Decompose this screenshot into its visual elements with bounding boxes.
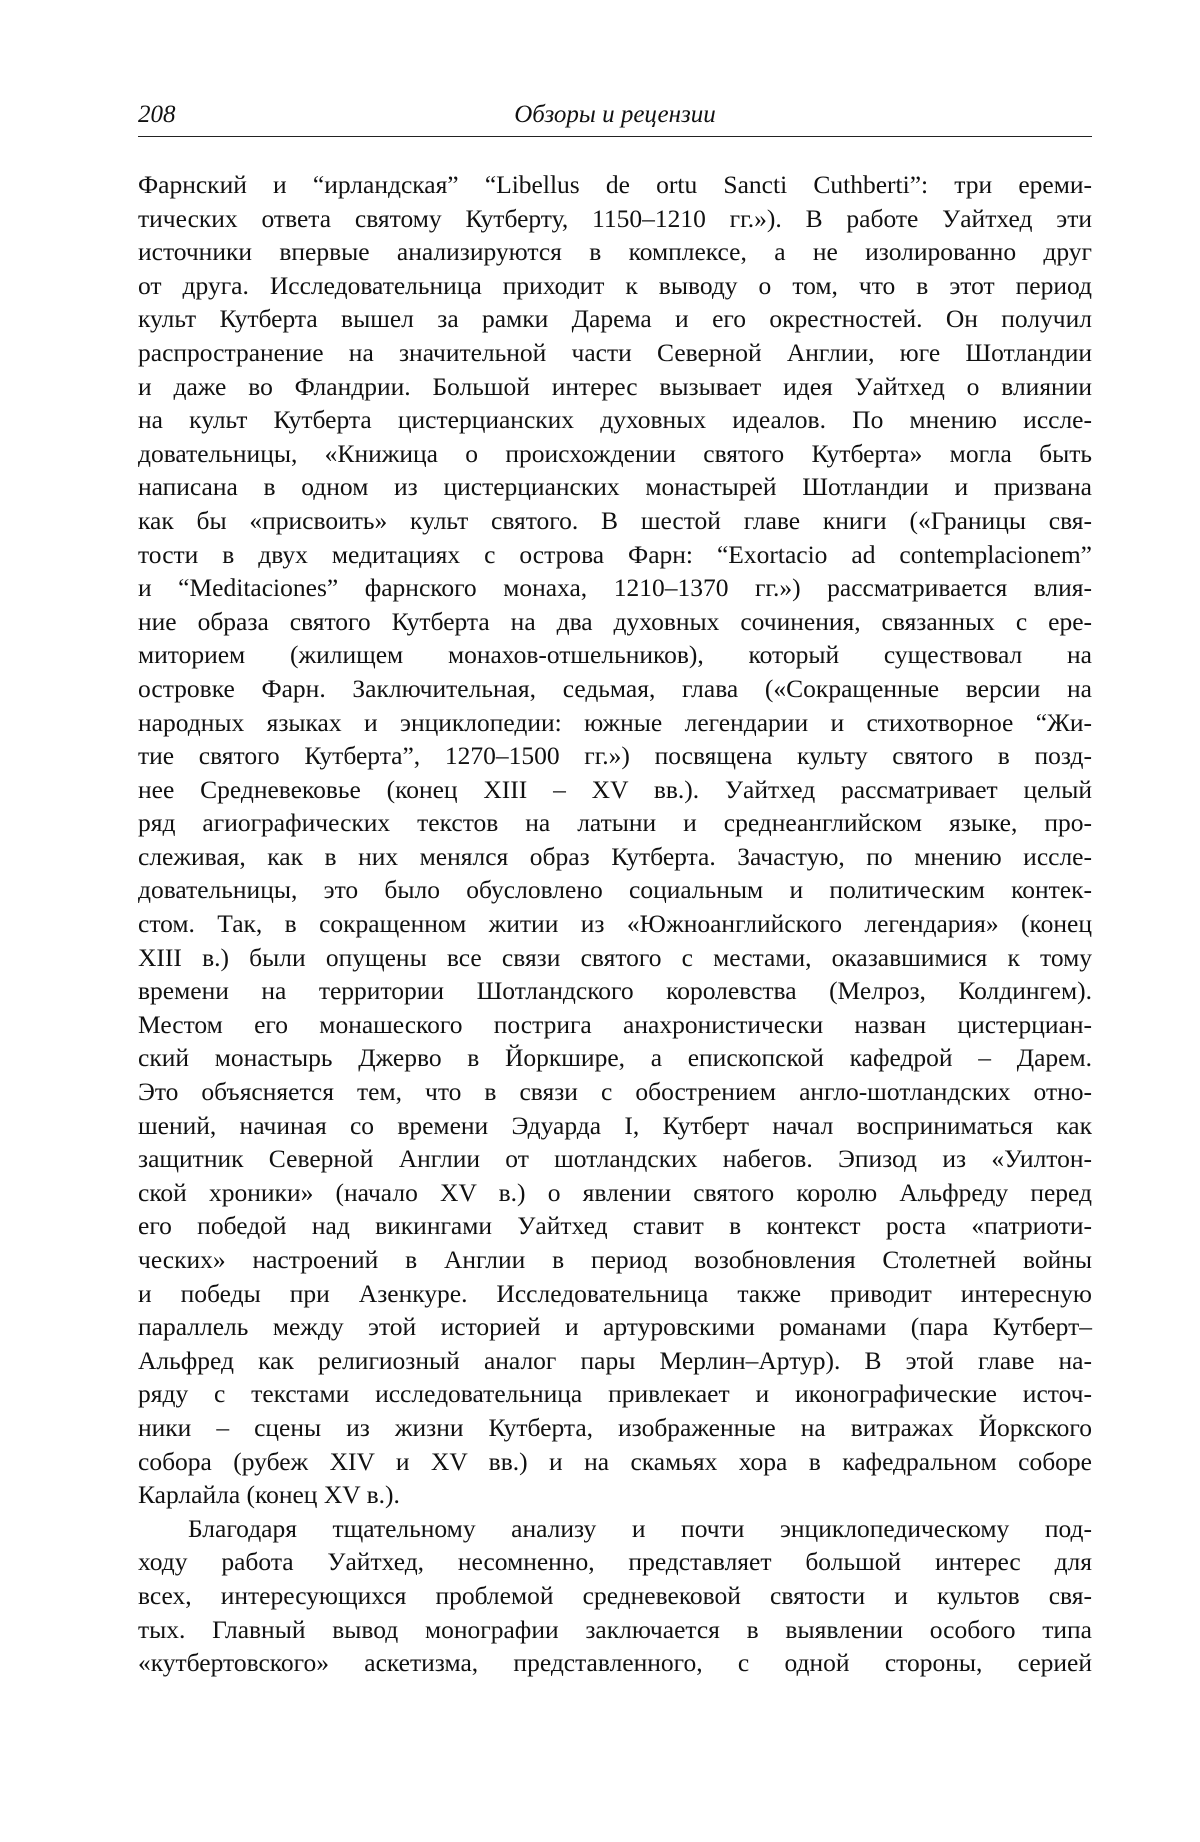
text-line-paragraph-end: Карлайла (конец XV в.). [138, 1478, 1092, 1512]
text-line: источники впервые анализируются в комплексе, а не изолированно друг [138, 235, 1092, 269]
text-line: ческих» настроений в Англии в период возобновления Столетней войны [138, 1243, 1092, 1277]
text-line: Это объясняется тем, что в связи с обострением англо-шотландских отно- [138, 1075, 1092, 1109]
text-line: защитник Северной Англии от шотландских набегов. Эпизод из «Уилтон- [138, 1142, 1092, 1176]
text-line: ники – сцены из жизни Кутберта, изображенные на витражах Йоркского [138, 1411, 1092, 1445]
text-line: собора (рубеж XIV и XV вв.) и на скамьях хора в кафедральном соборе [138, 1445, 1092, 1479]
text-line: довательницы, это было обусловлено социальным и политическим контек- [138, 873, 1092, 907]
text-line: тости в двух медитациях с острова Фарн: “Exortacio ad contemplacionem” [138, 538, 1092, 572]
text-line: тых. Главный вывод монографии заключается в выявлении особого типа [138, 1613, 1092, 1647]
text-line: времени на территории Шотландского королевства (Мелроз, Колдингем). [138, 974, 1092, 1008]
text-line: ходу работа Уайтхед, несомненно, представляет большой интерес для [138, 1545, 1092, 1579]
text-line: миторием (жилищем монахов-отшельников), который существовал на [138, 638, 1092, 672]
text-line: ряд агиографических текстов на латыни и среднеанглийском языке, про- [138, 806, 1092, 840]
text-line: и победы при Азенкуре. Исследовательница также приводит интересную [138, 1277, 1092, 1311]
text-line: слеживая, как в них менялся образ Кутберта. Зачастую, по мнению иссле- [138, 840, 1092, 874]
text-line: Местом его монашеского пострига анахронистически назван цистерциан- [138, 1008, 1092, 1042]
text-line: Альфред как религиозный аналог пары Мерлин–Артур). В этой главе на- [138, 1344, 1092, 1378]
text-line: и даже во Фландрии. Большой интерес вызывает идея Уайтхед о влиянии [138, 370, 1092, 404]
text-line-paragraph-start: Благодаря тщательному анализу и почти энциклопедическому под- [138, 1512, 1092, 1546]
text-line: Фарнский и “ирландская” “Libellus de ortu Sancti Cuthberti”: три ереми- [138, 168, 1092, 202]
document-page [138, 0, 1092, 1842]
text-line: XIII в.) были опущены все связи святого с местами, оказавшимися к тому [138, 941, 1092, 975]
text-line: «кутбертовского» аскетизма, представленного, с одной стороны, серией [138, 1646, 1092, 1680]
text-line: нее Средневековье (конец XIII – XV вв.). Уайтхед рассматривает целый [138, 773, 1092, 807]
text-line: шений, начиная со времени Эдуарда I, Кутберт начал восприниматься как [138, 1109, 1092, 1143]
text-line: и “Meditaciones” фарнского монаха, 1210–1370 гг.») рассматривается влия- [138, 571, 1092, 605]
text-line: как бы «присвоить» культ святого. В шестой главе книги («Границы свя- [138, 504, 1092, 538]
page-number: 208 [138, 100, 176, 130]
text-line: ский монастырь Джерво в Йоркшире, а епископской кафедрой – Дарем. [138, 1041, 1092, 1075]
section-title: Обзоры и рецензии [138, 100, 1092, 130]
text-line: ской хроники» (начало XV в.) о явлении святого королю Альфреду перед [138, 1176, 1092, 1210]
text-line: тических ответа святому Кутберту, 1150–1210 гг.»). В работе Уайтхед эти [138, 202, 1092, 236]
text-line: культ Кутберта вышел за рамки Дарема и его окрестностей. Он получил [138, 302, 1092, 336]
text-line: от друга. Исследовательница приходит к выводу о том, что в этот период [138, 269, 1092, 303]
text-line: написана в одном из цистерцианских монастырей Шотландии и призвана [138, 470, 1092, 504]
text-line: стом. Так, в сокращенном житии из «Южноанглийского легендария» (конец [138, 907, 1092, 941]
text-line: его победой над викингами Уайтхед ставит в контекст роста «патриоти- [138, 1209, 1092, 1243]
text-line: на культ Кутберта цистерцианских духовных идеалов. По мнению иссле- [138, 403, 1092, 437]
text-line: распространение на значительной части Северной Англии, юге Шотландии [138, 336, 1092, 370]
running-header [138, 96, 1092, 137]
text-line: ряду с текстами исследовательница привлекает и иконографические источ- [138, 1377, 1092, 1411]
text-line: ние образа святого Кутберта на два духовных сочинения, связанных с ере- [138, 605, 1092, 639]
text-line: всех, интересующихся проблемой средневековой святости и культов свя- [138, 1579, 1092, 1613]
text-line: тие святого Кутберта”, 1270–1500 гг.») посвящена культу святого в позд- [138, 739, 1092, 773]
body-text [138, 168, 1092, 1680]
text-line: островке Фарн. Заключительная, седьмая, глава («Сокращенные версии на [138, 672, 1092, 706]
text-line: народных языках и энциклопедии: южные легендарии и стихотворное “Жи- [138, 706, 1092, 740]
text-line: довательницы, «Книжица о происхождении святого Кутберта» могла быть [138, 437, 1092, 471]
text-line: параллель между этой историей и артуровскими романами (пара Кутберт– [138, 1310, 1092, 1344]
